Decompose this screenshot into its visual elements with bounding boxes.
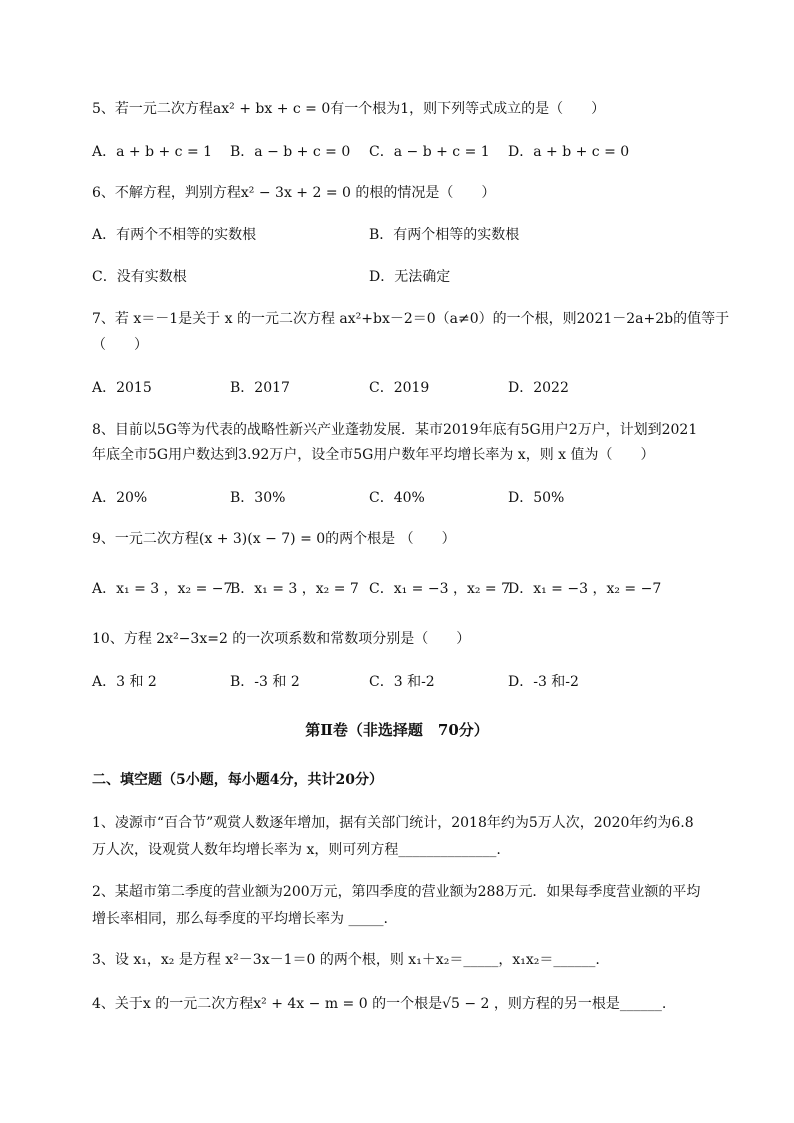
question-10-option-d: D．-3 和-2: [508, 674, 579, 690]
question-6-option-a: A．有两个不相等的实数根: [92, 227, 257, 243]
fill-question-1-line-1: 1、凌源市“百合节”观赏人数逐年增加，据有关部门统计，2018年约为5万人次，2020年约为6.8: [92, 815, 694, 831]
question-10-option-b: B．-3 和 2: [230, 674, 300, 690]
question-6-option-c: C．没有实数根: [92, 269, 187, 285]
part-heading: 二、填空题（5小题，每小题4分，共计20分）: [92, 772, 383, 788]
question-6-option-d: D．无法确定: [369, 269, 451, 285]
fill-question-2-line-2: 增长率相同，那么每季度的平均增长率为 _____.: [92, 911, 388, 927]
question-5-stem: 5、若一元二次方程ax² + bx + c = 0有一个根为1，则下列等式成立的是（ ）: [92, 101, 606, 117]
question-7-option-a: A．2015: [92, 380, 152, 396]
question-5-option-a: A．a + b + c = 1: [92, 144, 213, 160]
question-6-option-b: B．有两个相等的实数根: [369, 227, 520, 243]
question-5-option-d: D．a + b + c = 0: [508, 144, 630, 160]
question-7-stem-line-1: 7、若 x＝－1是关于 x 的一元二次方程 ax²+bx－2＝0（a≠0）的一个根，则2021－2a+2b的值等于: [92, 311, 730, 327]
fill-question-1-line-2: 万人次，设观赏人数年均增长率为 x，则可列方程______________.: [92, 842, 501, 858]
question-7-option-b: B．2017: [230, 380, 290, 396]
question-10-option-a: A．3 和 2: [92, 674, 157, 690]
question-8-option-b: B．30%: [230, 490, 286, 506]
question-5-option-b: B．a − b + c = 0: [230, 144, 351, 160]
question-8-stem-line-2: 年底全市5G用户数达到3.92万户，设全市5G用户数年平均增长率为 x，则 x 值为（ ）: [92, 447, 655, 463]
question-9-option-a: A．x₁ = 3 ，x₂ = −7: [92, 581, 233, 597]
question-10-option-c: C．3 和-2: [369, 674, 435, 690]
question-8-stem-line-1: 8、目前以5G等为代表的战略性新兴产业蓬勃发展．某市2019年底有5G用户2万户，计划到2021: [92, 422, 698, 438]
section-title: 第Ⅱ卷（非选择题 70分）: [305, 721, 489, 739]
question-8-option-d: D．50%: [508, 490, 565, 506]
fill-question-4: 4、关于x 的一元二次方程x² + 4x − m = 0 的一个根是√5 − 2 ，则方程的另一根是______.: [92, 996, 667, 1012]
question-9-option-c: C．x₁ = −3 ，x₂ = 7: [369, 581, 510, 597]
fill-question-2-line-1: 2、某超市第二季度的营业额为200万元，第四季度的营业额为288万元．如果每季度营业额的平均: [92, 884, 701, 900]
question-5-option-c: C．a − b + c = 1: [369, 144, 490, 160]
fill-question-3: 3、设 x₁，x₂ 是方程 x²－3x－1＝0 的两个根，则 x₁＋x₂＝_____，x₁x₂＝______.: [92, 952, 600, 968]
question-7-stem-line-2: （ ）: [92, 337, 148, 353]
question-7-option-c: C．2019: [369, 380, 430, 396]
question-7-option-d: D．2022: [508, 380, 569, 396]
question-8-option-c: C．40%: [369, 490, 425, 506]
question-9-stem: 9、一元二次方程(x + 3)(x − 7) = 0的两个根是 （ ）: [92, 531, 456, 547]
question-9-option-b: B．x₁ = 3 ，x₂ = 7: [230, 581, 359, 597]
question-6-stem: 6、不解方程，判别方程x² − 3x + 2 = 0 的根的情况是（ ）: [92, 185, 496, 201]
question-10-stem: 10、方程 2x²−3x=2 的一次项系数和常数项分别是（ ）: [92, 631, 471, 647]
question-9-option-d: D．x₁ = −3 ，x₂ = −7: [508, 581, 662, 597]
question-8-option-a: A．20%: [92, 490, 148, 506]
